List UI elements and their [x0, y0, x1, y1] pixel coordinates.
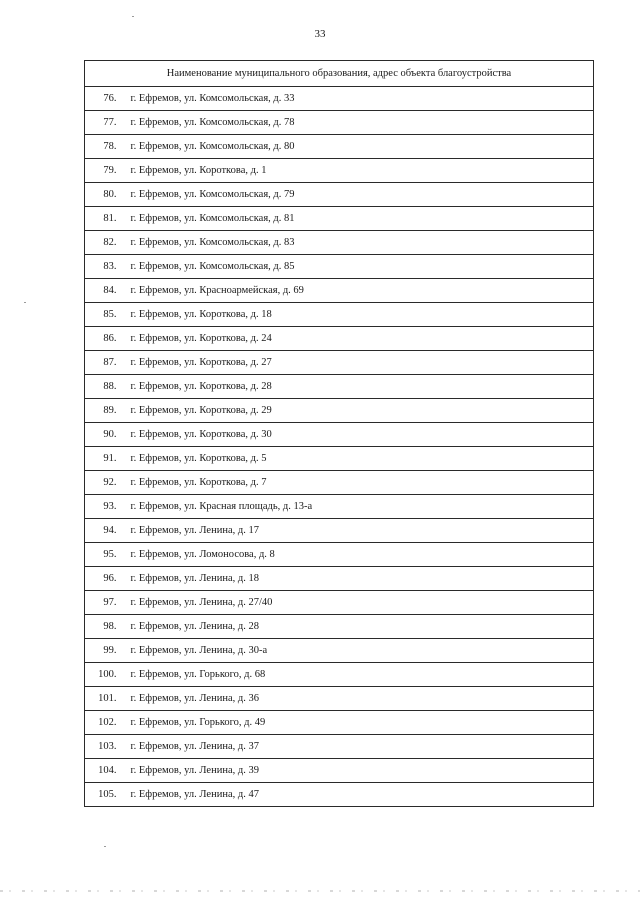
row-number: 84. [85, 279, 117, 303]
row-address: г. Ефремов, ул. Ленина, д. 17 [117, 519, 594, 543]
row-address: г. Ефремов, ул. Комсомольская, д. 79 [117, 183, 594, 207]
row-address: г. Ефремов, ул. Красная площадь, д. 13-а [117, 495, 594, 519]
table-row [85, 543, 594, 567]
table-row [85, 591, 594, 615]
row-address: г. Ефремов, ул. Комсомольская, д. 33 [117, 87, 594, 111]
table-row [85, 615, 594, 639]
table-row [85, 207, 594, 231]
table-row [85, 495, 594, 519]
row-address: г. Ефремов, ул. Короткова, д. 5 [117, 447, 594, 471]
row-address: г. Ефремов, ул. Комсомольская, д. 78 [117, 111, 594, 135]
table-row [85, 351, 594, 375]
row-address: г. Ефремов, ул. Ленина, д. 28 [117, 615, 594, 639]
row-number: 95. [85, 543, 117, 567]
table-row [85, 303, 594, 327]
table-row [85, 111, 594, 135]
table-row [85, 327, 594, 351]
row-number: 104. [85, 759, 117, 783]
table-row [85, 183, 594, 207]
table-row [85, 663, 594, 687]
row-address: г. Ефремов, ул. Ленина, д. 18 [117, 567, 594, 591]
table-row [85, 519, 594, 543]
table-body [85, 87, 594, 807]
table-row [85, 159, 594, 183]
row-address: г. Ефремов, ул. Комсомольская, д. 85 [117, 255, 594, 279]
row-number: 90. [85, 423, 117, 447]
row-number: 103. [85, 735, 117, 759]
table-row [85, 231, 594, 255]
table-row [85, 567, 594, 591]
scan-speck [104, 846, 106, 847]
row-address: г. Ефремов, ул. Ленина, д. 30-а [117, 639, 594, 663]
table-row [85, 471, 594, 495]
row-address: г. Ефремов, ул. Короткова, д. 1 [117, 159, 594, 183]
table-row [85, 135, 594, 159]
row-number: 85. [85, 303, 117, 327]
row-number: 94. [85, 519, 117, 543]
row-number: 87. [85, 351, 117, 375]
row-number: 89. [85, 399, 117, 423]
row-number: 101. [85, 687, 117, 711]
row-address: г. Ефремов, ул. Горького, д. 68 [117, 663, 594, 687]
row-address: г. Ефремов, ул. Ленина, д. 37 [117, 735, 594, 759]
table-row [85, 759, 594, 783]
row-number: 93. [85, 495, 117, 519]
row-number: 76. [85, 87, 117, 111]
row-number: 98. [85, 615, 117, 639]
row-address: г. Ефремов, ул. Комсомольская, д. 83 [117, 231, 594, 255]
row-number: 77. [85, 111, 117, 135]
scan-artifact-line [0, 890, 640, 892]
row-number: 97. [85, 591, 117, 615]
row-address: г. Ефремов, ул. Ленина, д. 27/40 [117, 591, 594, 615]
row-number: 82. [85, 231, 117, 255]
row-number: 105. [85, 783, 117, 807]
table-row [85, 711, 594, 735]
row-number: 91. [85, 447, 117, 471]
table-row [85, 783, 594, 807]
row-number: 80. [85, 183, 117, 207]
row-address: г. Ефремов, ул. Короткова, д. 29 [117, 399, 594, 423]
table-row [85, 639, 594, 663]
table-header-row [85, 61, 594, 87]
row-address: г. Ефремов, ул. Ленина, д. 39 [117, 759, 594, 783]
row-number: 96. [85, 567, 117, 591]
row-number: 79. [85, 159, 117, 183]
row-number: 78. [85, 135, 117, 159]
row-address: г. Ефремов, ул. Короткова, д. 30 [117, 423, 594, 447]
row-address: г. Ефремов, ул. Комсомольская, д. 81 [117, 207, 594, 231]
row-number: 86. [85, 327, 117, 351]
table-row [85, 735, 594, 759]
row-number: 88. [85, 375, 117, 399]
table-row [85, 687, 594, 711]
table-header: Наименование муниципального образования, адрес объекта благоустройства [85, 61, 594, 87]
table-row [85, 279, 594, 303]
table-row [85, 447, 594, 471]
row-number: 81. [85, 207, 117, 231]
row-address: г. Ефремов, ул. Ломоносова, д. 8 [117, 543, 594, 567]
row-address: г. Ефремов, ул. Ленина, д. 47 [117, 783, 594, 807]
table-row [85, 423, 594, 447]
row-address: г. Ефремов, ул. Короткова, д. 28 [117, 375, 594, 399]
row-address: г. Ефремов, ул. Комсомольская, д. 80 [117, 135, 594, 159]
row-address: г. Ефремов, ул. Короткова, д. 7 [117, 471, 594, 495]
row-number: 99. [85, 639, 117, 663]
scan-speck [24, 302, 26, 303]
table-row [85, 399, 594, 423]
row-address: г. Ефремов, ул. Короткова, д. 24 [117, 327, 594, 351]
address-table [84, 60, 594, 807]
page-number: 33 [314, 28, 326, 40]
row-number: 102. [85, 711, 117, 735]
row-number: 92. [85, 471, 117, 495]
row-address: г. Ефремов, ул. Короткова, д. 18 [117, 303, 594, 327]
table-row [85, 255, 594, 279]
row-address: г. Ефремов, ул. Короткова, д. 27 [117, 351, 594, 375]
row-number: 83. [85, 255, 117, 279]
row-address: г. Ефремов, ул. Горького, д. 49 [117, 711, 594, 735]
scan-speck [132, 16, 134, 17]
table-row [85, 375, 594, 399]
table-row [85, 87, 594, 111]
row-number: 100. [85, 663, 117, 687]
row-address: г. Ефремов, ул. Ленина, д. 36 [117, 687, 594, 711]
row-address: г. Ефремов, ул. Красноармейская, д. 69 [117, 279, 594, 303]
